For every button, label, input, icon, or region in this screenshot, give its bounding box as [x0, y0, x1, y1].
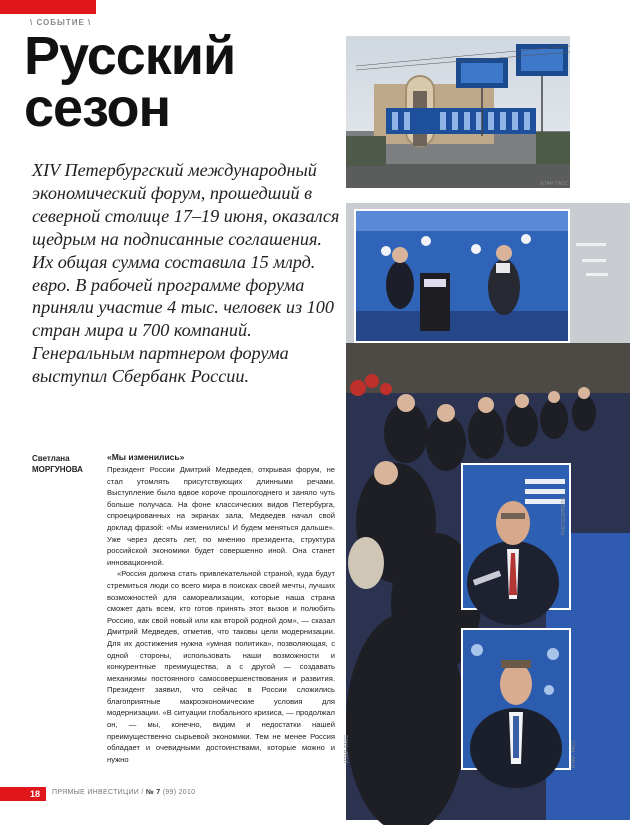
page-number: 18 — [0, 787, 46, 801]
byline — [32, 453, 83, 475]
conference-photo — [346, 203, 630, 820]
venue-photo — [346, 36, 570, 188]
photo-credit: ИТАР-ТАСС — [571, 739, 577, 768]
photo-credit: ИТАР-ТАСС — [344, 734, 350, 763]
section-label: \ СОБЫТИЕ \ — [30, 18, 92, 27]
headline-line-1: Русский — [24, 26, 236, 86]
author-last-name: МОРГУНОВА — [32, 465, 83, 474]
issue-detail: (99) 2010 — [162, 789, 196, 796]
photo-credit: ИТАР-ТАСС — [540, 181, 569, 187]
speaker-1-image — [463, 465, 569, 608]
footer-magazine-info: ПРЯМЫЕ ИНВЕСТИЦИИ / № 7 (99) 2010 — [52, 789, 196, 796]
magazine-name: ПРЯМЫЕ ИНВЕСТИЦИИ — [52, 789, 140, 796]
author-first-name: Светлана — [32, 454, 70, 463]
article-paragraph: «Россия должна стать привлекательной страной, куда будут стремиться люди со всего мира в поисках своей мечты, лучших возможностей для самореализации, которые наша страна сможет дать всем, кто готов принять этот вызов и полюбить Россию, как свой новый или как второй родной дом», — сказал Дмитрий Медведев, отметив, что таковы цели модернизации. Для их достижения нужна «умная политика», позволяющая, с одной стороны, использовать наши возможности и конкурентные преимущества, а с другой — создавать механизмы постоянного самосовершенствования и развития. Президент заявил, что сейчас в России сложились благоприятные макроэкономические условия для модернизации. «В ситуации глобального кризиса, — продолжал он, — мы, конечно, видим и недостатки нашей преимущественно сырьевой экономики. Тем не менее Россия обладает и очевидными достоинствами, которые можно и нужно — [107, 569, 335, 764]
inset-panel-photo — [354, 209, 570, 343]
inset-speaker-photo-2 — [461, 628, 571, 770]
article-paragraph: Президент России Дмитрий Медведев, открывая форум, не стал утомлять присутствующих длинными речами. Выступление было вдвое короче прошлогоднего и заняло чуть больше получаса. На фоне классических видов Петербурга, спроецированных на экранах зала, Медведев начал свой доклад фразой: «Мы изменились! И будем меняться дальше». Уже через десять лет, по мнению президента, структура российской экономики будет совершенно иной. Она станет инновационной. — [107, 465, 335, 567]
inset-speaker-photo-1 — [461, 463, 571, 610]
panel-speakers-image — [356, 211, 568, 341]
venue-photo-image — [346, 36, 570, 188]
article-subhead: «Мы изменились» — [107, 452, 185, 462]
photo-credit: PHOTOXPRESS — [561, 497, 567, 535]
issue-number: № 7 — [145, 789, 161, 796]
section-color-bar — [0, 0, 96, 14]
article-body — [107, 464, 335, 765]
headline — [24, 26, 344, 138]
lead-paragraph: XIV Петербургский международный экономический форум, прошедший в северной столице 17–19 июня, оказался щедрым на подписанные соглашения. Их общая сумма составила 15 млрд. евро. В рабочей программе форума приняли участие 4 тыс. человек из 100 стран мира и 700 компаний. Генеральным партнером форума выступил Сбербанк России. — [32, 160, 340, 387]
headline-line-2: сезон — [24, 78, 171, 138]
speaker-2-image — [463, 630, 569, 768]
